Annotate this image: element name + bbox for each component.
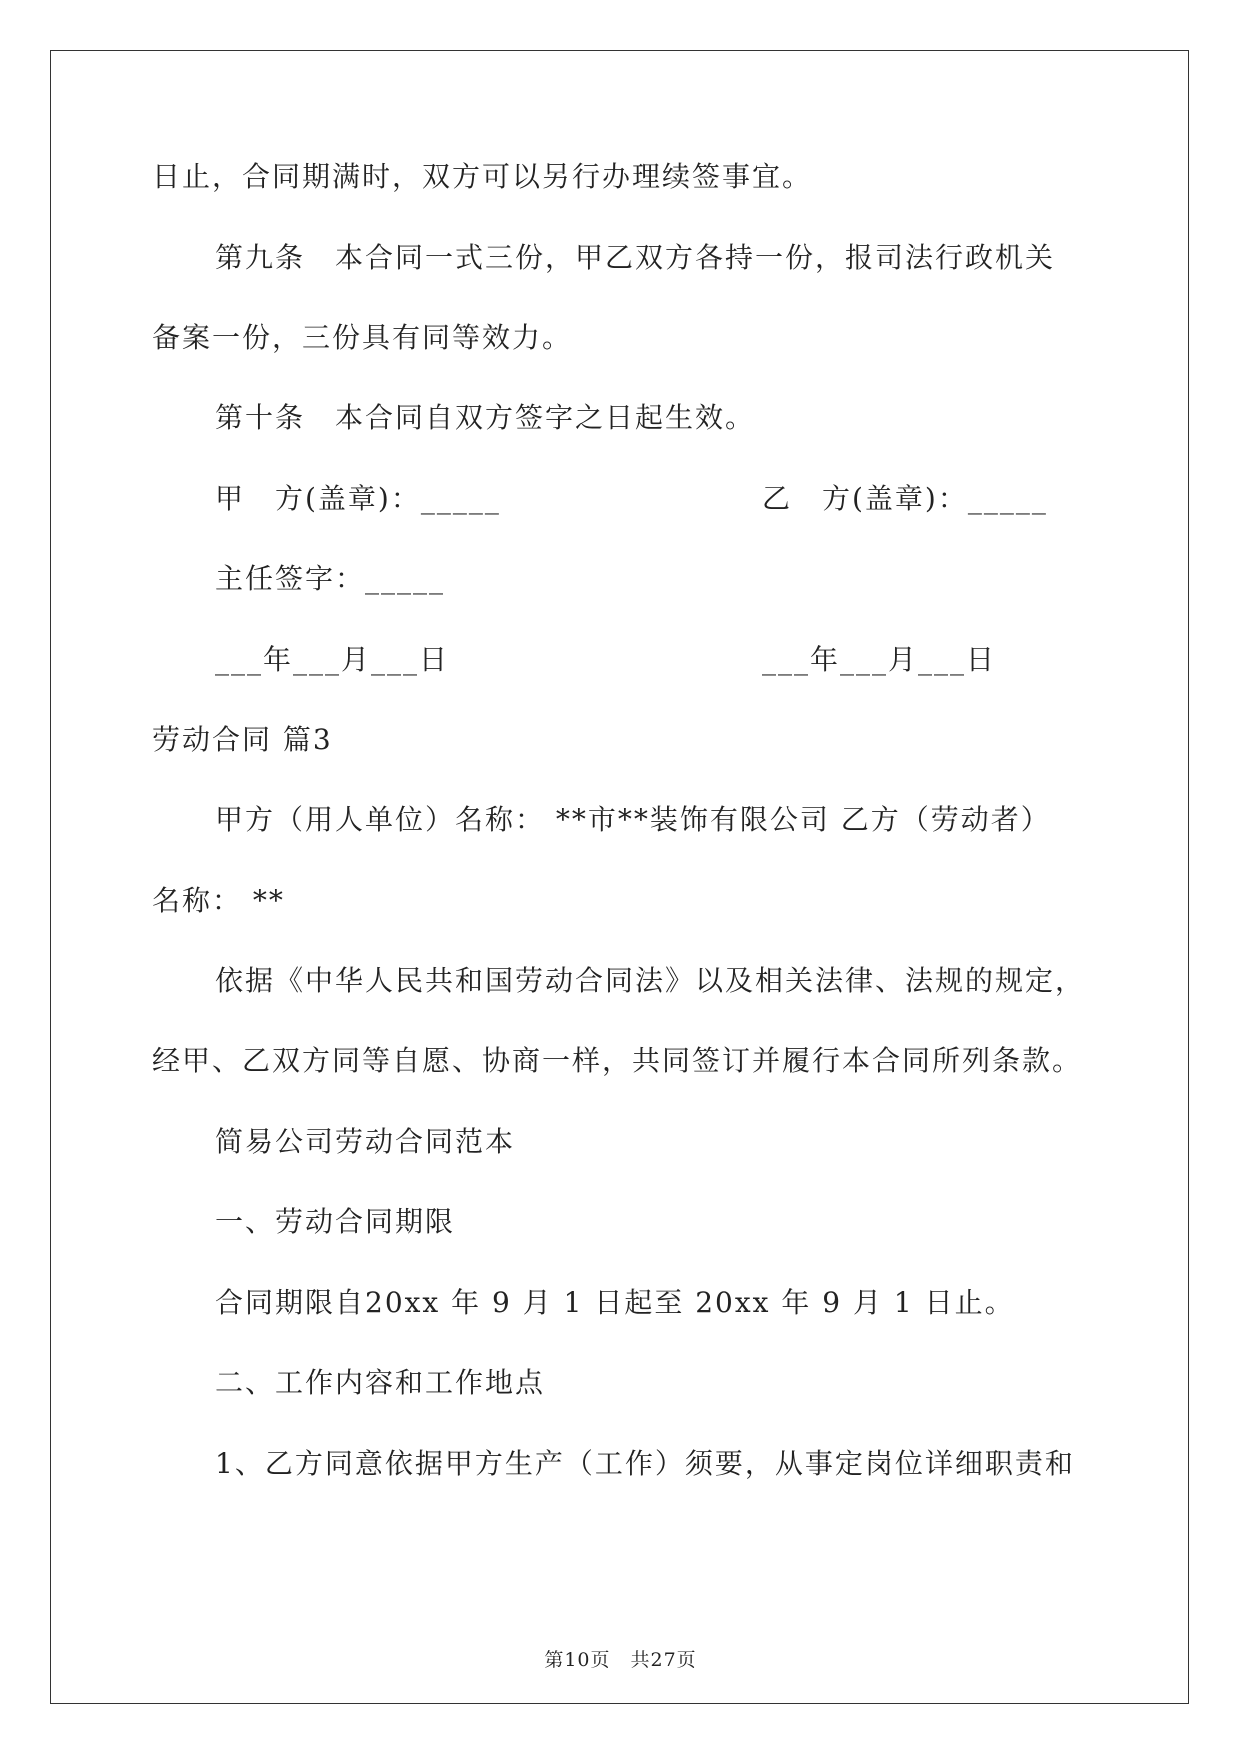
text-line: 名称： ** bbox=[152, 884, 285, 917]
party-b-seal: 乙 方(盖章)：_____ bbox=[762, 482, 1048, 515]
party-names: 甲方（用人单位）名称： **市**装饰有限公司 乙方（劳动者） bbox=[215, 803, 1051, 836]
text-line: 备案一份，三份具有同等效力。 bbox=[152, 321, 573, 354]
article-9: 第九条 本合同一式三份，甲乙双方各持一份，报司法行政机关 bbox=[215, 241, 1056, 274]
clause-heading: 一、劳动合同期限 bbox=[215, 1205, 456, 1238]
text-line: 经甲、乙双方同等自愿、协商一样，共同签订并履行本合同所列条款。 bbox=[152, 1044, 1083, 1077]
date-party-b: ___年___月___日 bbox=[762, 643, 997, 676]
clause-heading: 二、工作内容和工作地点 bbox=[215, 1366, 546, 1399]
director-signature: 主任签字：_____ bbox=[215, 562, 446, 595]
text-line: 合同期限自20xx 年 9 月 1 日起至 20xx 年 9 月 1 日止。 bbox=[215, 1286, 1015, 1319]
page-number: 第10页 共27页 bbox=[544, 1649, 697, 1671]
date-party-a: ___年___月___日 bbox=[215, 643, 450, 676]
text-line: 1、乙方同意依据甲方生产（工作）须要，从事定岗位详细职责和 bbox=[215, 1447, 1075, 1480]
text-line: 依据《中华人民共和国劳动合同法》以及相关法律、法规的规定， bbox=[215, 964, 1086, 997]
section-heading: 劳动合同 篇3 bbox=[152, 723, 333, 756]
template-title: 简易公司劳动合同范本 bbox=[215, 1125, 516, 1158]
text-line: 日止，合同期满时，双方可以另行办理续签事宜。 bbox=[152, 160, 813, 193]
article-10: 第十条 本合同自双方签字之日起生效。 bbox=[215, 401, 756, 434]
party-a-seal: 甲 方(盖章)：_____ bbox=[215, 482, 501, 515]
